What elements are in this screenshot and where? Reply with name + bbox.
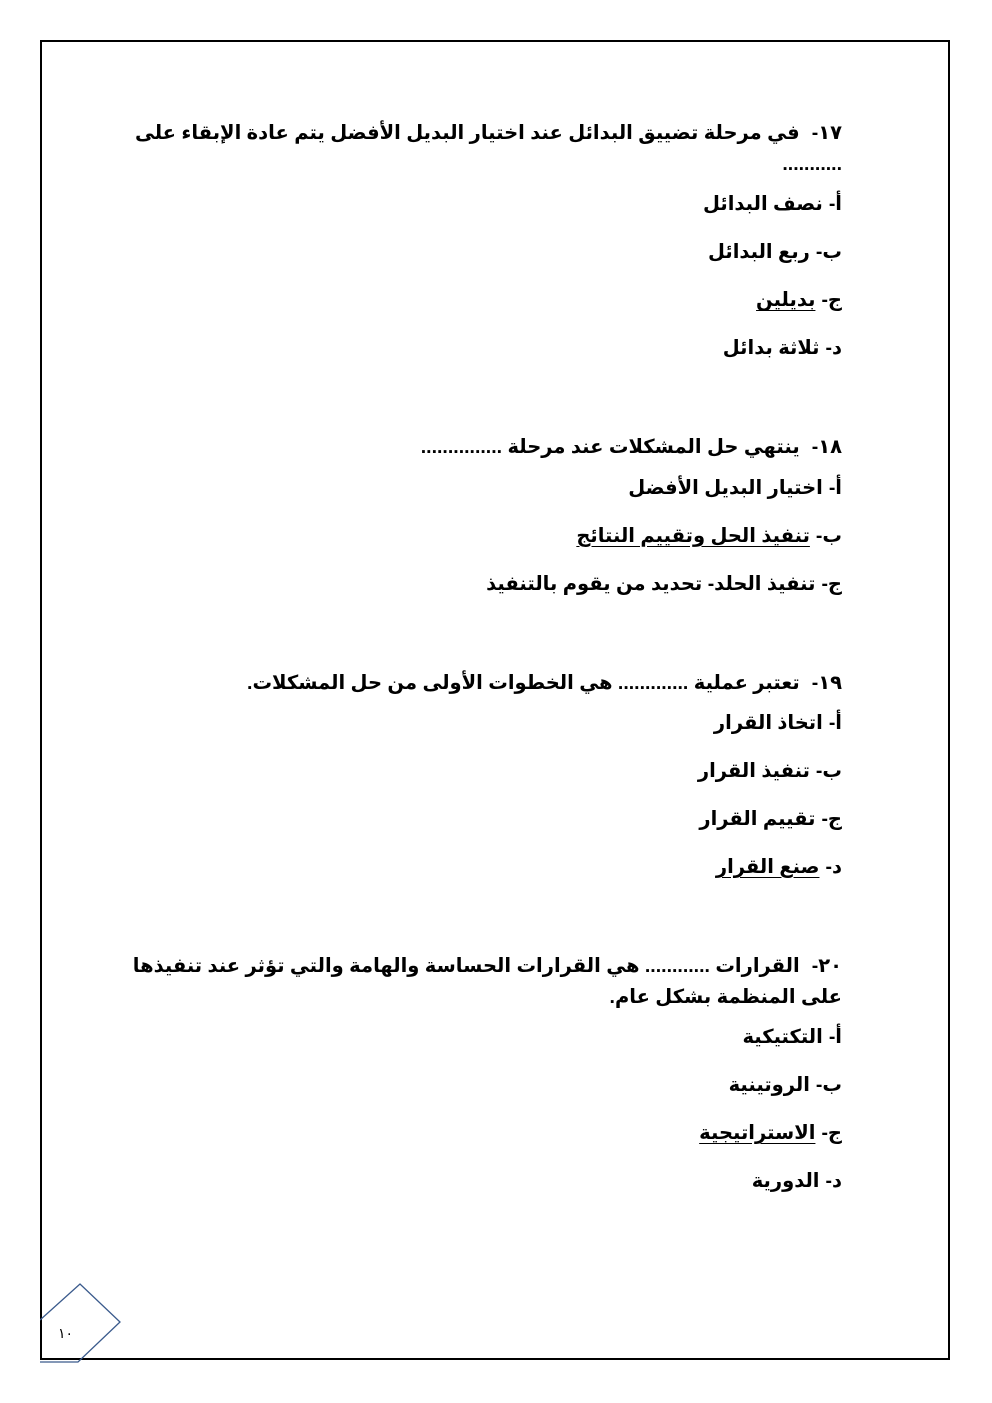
option-text: ثلاثة بدائل <box>722 337 820 360</box>
option-d <box>130 336 842 384</box>
question-body: تعتبر عملية ............. هي الخطوات الأولى من حل المشكلات. <box>247 671 800 694</box>
option-label: أ- <box>828 476 842 499</box>
option-c <box>130 288 842 336</box>
question-text <box>130 118 842 180</box>
option-text: الروتينية <box>728 1074 810 1097</box>
option-a <box>130 476 842 524</box>
question-19 <box>130 668 842 903</box>
option-label: د- <box>825 337 842 360</box>
question-body: ينتهي حل المشكلات عند مرحلة ............... <box>420 436 800 459</box>
document-content <box>130 118 842 1265</box>
option-c <box>130 572 842 620</box>
option-a <box>130 192 842 240</box>
option-text: اختيار البديل الأفضل <box>628 476 823 499</box>
page-number: ١٠ <box>58 1326 74 1342</box>
option-d-label: د- <box>707 572 726 595</box>
option-text: تقييم القرار <box>699 807 816 830</box>
option-label: أ- <box>828 711 842 734</box>
option-label: ب- <box>815 759 842 782</box>
option-b <box>130 759 842 807</box>
question-body: في مرحلة تضييق البدائل عند اختيار البديل الأفضل يتم عادة الإبقاء على ........... <box>134 122 842 176</box>
options-list <box>130 192 842 384</box>
option-label: أ- <box>828 1026 842 1049</box>
option-text-correct: تنفيذ الحل وتقييم النتائج <box>576 524 810 547</box>
options-list <box>130 1025 842 1217</box>
option-label: د- <box>825 855 842 878</box>
option-text-correct: بديلين <box>756 289 816 312</box>
option-label: ج- <box>821 807 842 830</box>
option-label: د- <box>825 1170 842 1193</box>
question-18 <box>130 432 842 619</box>
question-number: ٢٠- <box>811 954 842 977</box>
question-text <box>130 432 842 463</box>
option-c <box>130 807 842 855</box>
option-label: ب- <box>815 241 842 264</box>
option-label: ج- <box>821 1122 842 1145</box>
question-text <box>126 951 842 1013</box>
question-number: ١٨- <box>811 436 842 459</box>
option-label: ج- <box>821 572 842 595</box>
option-text: الدورية <box>751 1170 820 1193</box>
option-c <box>130 1121 842 1169</box>
option-text: تنفيذ القرار <box>697 759 810 782</box>
option-b <box>130 524 842 572</box>
option-text: اتخاذ القرار <box>713 711 823 734</box>
options-list <box>130 476 842 620</box>
question-body: القرارات ............ هي القرارات الحساسة والهامة والتي تؤثر عند تنفيذها على المنظمة بشكل عام. <box>132 954 842 1008</box>
option-d-text: تحديد من يقوم بالتنفيذ <box>486 572 703 595</box>
option-d <box>130 855 842 903</box>
options-list <box>130 711 842 903</box>
option-label: ج- <box>821 289 842 312</box>
option-label: ب- <box>815 524 842 547</box>
option-label: أ- <box>828 193 842 216</box>
option-text: التكتيكية <box>742 1026 823 1049</box>
option-a <box>130 711 842 759</box>
option-label: ب- <box>815 1074 842 1097</box>
option-d <box>130 1169 842 1217</box>
option-a <box>130 1025 842 1073</box>
option-text: نصف البدائل <box>702 193 823 216</box>
question-number: ١٧- <box>811 122 842 144</box>
page-number-diamond-icon <box>40 1282 122 1364</box>
option-b <box>130 240 842 288</box>
option-text-correct: صنع القرار <box>715 855 820 878</box>
option-b <box>130 1073 842 1121</box>
question-17 <box>130 118 842 384</box>
question-20 <box>130 951 842 1217</box>
question-text <box>130 668 842 699</box>
option-text: ربع البدائل <box>707 241 810 264</box>
option-text-correct: الاستراتيجية <box>699 1122 816 1145</box>
question-number: ١٩- <box>811 671 842 694</box>
option-text: تنفيذ الحل <box>725 572 816 595</box>
